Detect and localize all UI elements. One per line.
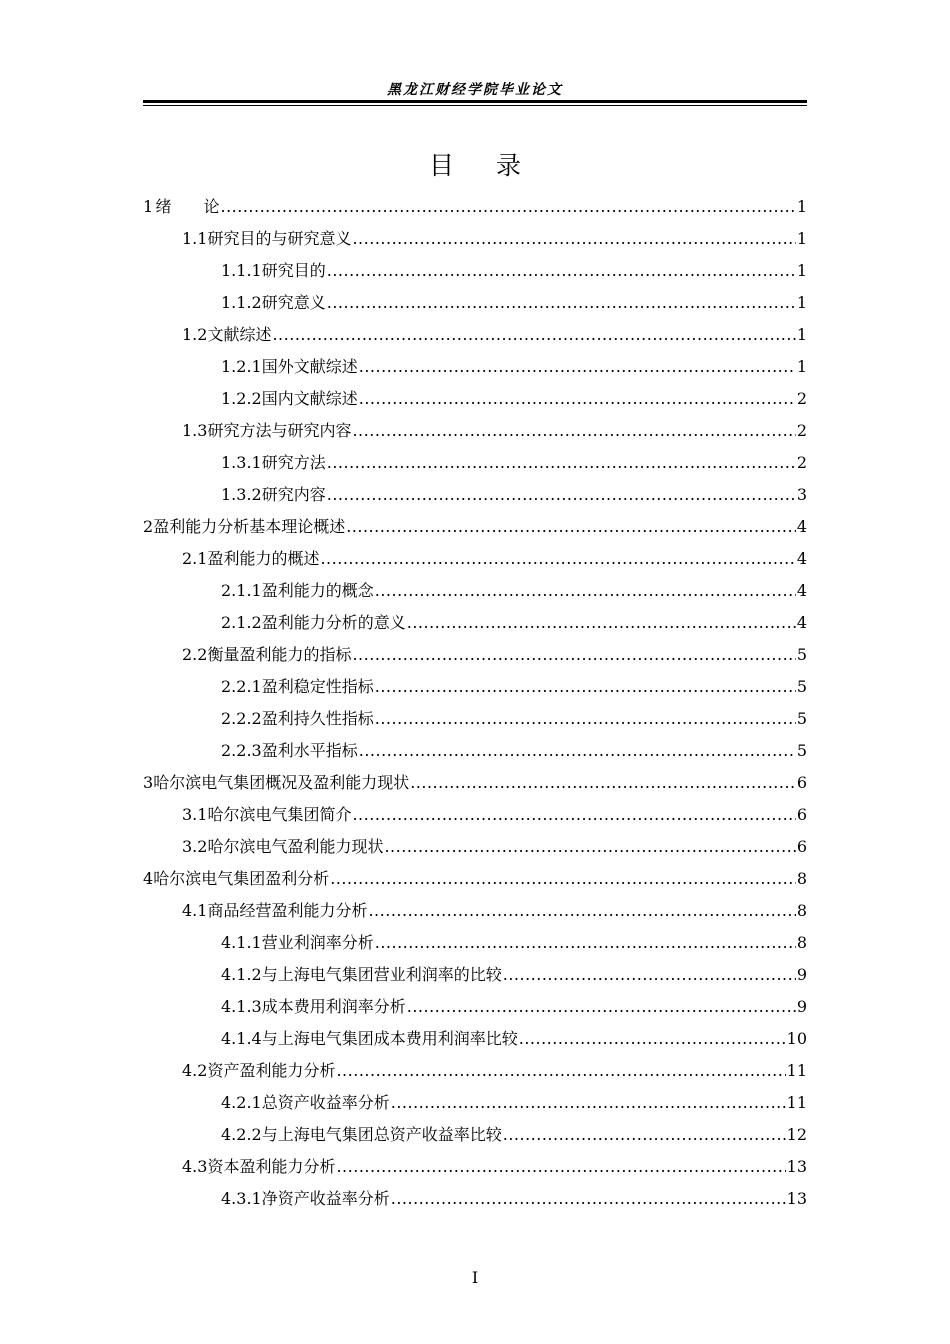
toc-entry[interactable] [143, 1183, 807, 1215]
toc-entry[interactable] [143, 863, 807, 895]
toc-entry-page: 1 [796, 229, 807, 248]
toc-entry-number: 2.2.3 [221, 741, 262, 760]
toc-leader-dots [407, 991, 796, 1023]
running-header: 黑龙江财经学院毕业论文 [387, 82, 563, 98]
toc-entry-title: 盈利能力的概述 [207, 549, 320, 568]
toc-leader-dots [327, 447, 796, 479]
toc-entry[interactable] [143, 1151, 807, 1183]
toc-entry[interactable] [143, 415, 807, 447]
toc-entry-number: 1.3 [182, 421, 208, 440]
toc-entry-number: 4 [143, 869, 154, 888]
toc-entry-page: 4 [796, 613, 807, 632]
toc-entry-title: 哈尔滨电气集团概况及盈利能力现状 [153, 773, 410, 792]
toc-entry-title: 盈利水平指标 [261, 741, 358, 760]
toc-entry-title: 研究目的与研究意义 [207, 229, 352, 248]
toc-entry-number: 4.1.4 [221, 1029, 262, 1048]
toc-entry-title: 国外文献综述 [261, 357, 358, 376]
toc-entry-number: 4.1.2 [221, 965, 262, 984]
toc-entry-page: 5 [796, 677, 807, 696]
toc-entry-page: 4 [796, 517, 807, 536]
toc-entry[interactable] [143, 1023, 807, 1055]
toc-entry-title: 哈尔滨电气集团简介 [207, 805, 352, 824]
toc-leader-dots [327, 287, 796, 319]
toc-entry[interactable] [143, 671, 807, 703]
toc-entry[interactable] [143, 1119, 807, 1151]
toc-leader-dots [352, 799, 795, 831]
toc-entry-number: 2.1.2 [221, 613, 262, 632]
toc-entry-title: 盈利能力的概念 [261, 581, 374, 600]
toc-leader-dots [359, 351, 796, 383]
toc-entry-number: 4.2 [182, 1061, 208, 1080]
toc-entry-title: 盈利稳定性指标 [261, 677, 374, 696]
toc-leader-dots [336, 1151, 785, 1183]
toc-entry-page: 1 [796, 325, 807, 344]
toc-entry-number: 4.2.1 [221, 1093, 262, 1112]
toc-entry[interactable] [143, 799, 807, 831]
toc-leader-dots [320, 543, 795, 575]
toc-entry-page: 3 [796, 485, 807, 504]
toc-entry-title: 成本费用利润率分析 [261, 997, 406, 1016]
toc-entry-number: 1.1.2 [221, 293, 262, 312]
toc-leader-dots [220, 191, 795, 223]
toc-entry[interactable] [143, 991, 807, 1023]
toc-leader-dots [272, 319, 795, 351]
toc-entry[interactable] [143, 1055, 807, 1087]
toc-entry-number: 4.3.1 [221, 1189, 262, 1208]
toc-entry-number: 4.3 [182, 1157, 208, 1176]
toc-entry-title: 衡量盈利能力的指标 [207, 645, 352, 664]
toc-entry-page: 4 [796, 549, 807, 568]
toc-leader-dots [336, 1055, 785, 1087]
toc-entry-page: 2 [796, 389, 807, 408]
toc-entry-number: 2.2.1 [221, 677, 262, 696]
toc-entry-title: 盈利能力分析的意义 [261, 613, 406, 632]
toc-entry-number: 4.1 [182, 901, 208, 920]
toc-entry[interactable] [143, 543, 807, 575]
toc-entry-title: 净资产收益率分析 [261, 1189, 390, 1208]
toc-entry-title: 研究意义 [261, 293, 326, 312]
toc-leader-dots [391, 1183, 786, 1215]
toc-entry-page: 6 [796, 805, 807, 824]
toc-entry-number: 1.2.1 [221, 357, 262, 376]
toc-leader-dots [503, 1119, 786, 1151]
toc-entry[interactable] [143, 479, 807, 511]
toc-entry-page: 8 [796, 933, 807, 952]
toc-entry[interactable] [143, 255, 807, 287]
toc-leader-dots [327, 255, 796, 287]
toc-entry-page: 8 [796, 901, 807, 920]
toc-leader-dots [352, 415, 795, 447]
toc-entry[interactable] [143, 927, 807, 959]
toc-entry-page: 6 [796, 837, 807, 856]
toc-entry-number: 1.3.1 [221, 453, 262, 472]
toc-entry-number: 2.1 [182, 549, 208, 568]
toc-entry-number: 3.2 [182, 837, 208, 856]
toc-entry-number: 4.1.3 [221, 997, 262, 1016]
toc-entry[interactable] [143, 959, 807, 991]
header-rule-thin [143, 105, 807, 106]
toc-leader-dots [352, 639, 795, 671]
toc-entry-title: 营业利润率分析 [261, 933, 374, 952]
toc-entry[interactable] [143, 703, 807, 735]
toc-entry-title: 国内文献综述 [261, 389, 358, 408]
toc-leader-dots [375, 703, 796, 735]
toc-entry-page: 5 [796, 645, 807, 664]
toc-entry-title: 总资产收益率分析 [261, 1093, 390, 1112]
toc-leader-dots [384, 831, 795, 863]
toc-entry[interactable] [143, 223, 807, 255]
toc-entry-title: 与上海电气集团总资产收益率比较 [261, 1125, 502, 1144]
toc-entry[interactable] [143, 511, 807, 543]
toc-entry[interactable] [143, 319, 807, 351]
toc-entry[interactable] [143, 383, 807, 415]
toc-leader-dots [375, 671, 796, 703]
toc-entry-page: 5 [796, 741, 807, 760]
toc-entry-page: 1 [796, 197, 807, 216]
toc-entry[interactable] [143, 767, 807, 799]
toc-entry-page: 12 [786, 1125, 807, 1144]
toc-entry-page: 13 [786, 1189, 807, 1208]
toc-entry-title: 研究方法 [261, 453, 326, 472]
toc-entry-number: 2.2.2 [221, 709, 262, 728]
toc-entry-title: 盈利能力分析基本理论概述 [153, 517, 346, 536]
toc-entry-page: 1 [796, 357, 807, 376]
toc-entry-page: 11 [786, 1061, 807, 1080]
toc-entry[interactable] [143, 447, 807, 479]
toc-entry-page: 5 [796, 709, 807, 728]
toc-entry-page: 9 [796, 997, 807, 1016]
toc-leader-dots [410, 767, 796, 799]
toc-entry-number: 4.1.1 [221, 933, 262, 952]
toc-entry-page: 1 [796, 293, 807, 312]
toc-entry-page: 4 [796, 581, 807, 600]
toc-leader-dots [368, 895, 795, 927]
toc-leader-dots [330, 863, 796, 895]
toc-entry-title: 盈利持久性指标 [261, 709, 374, 728]
toc-entry[interactable] [143, 607, 807, 639]
toc-entry-page: 6 [796, 773, 807, 792]
toc-entry-number: 1.1 [182, 229, 208, 248]
toc-leader-dots [503, 959, 796, 991]
toc-leader-dots [359, 735, 796, 767]
toc-entry-title: 绪 论 [155, 197, 220, 216]
toc-entry-number: 3 [143, 773, 154, 792]
header-rule-thick [143, 100, 807, 103]
toc-entry-number: 3.1 [182, 805, 208, 824]
toc-entry[interactable] [143, 287, 807, 319]
toc-entry[interactable] [143, 191, 807, 223]
toc-entry[interactable] [143, 735, 807, 767]
toc-entry-title: 研究内容 [261, 485, 326, 504]
toc-title: 目录 [428, 151, 563, 180]
toc-leader-dots [327, 479, 796, 511]
toc-entry-page: 8 [796, 869, 807, 888]
toc-entry[interactable] [143, 895, 807, 927]
toc-leader-dots [375, 575, 796, 607]
toc-leader-dots [519, 1023, 786, 1055]
toc-entry-title: 研究目的 [261, 261, 326, 280]
toc-entry-page: 9 [796, 965, 807, 984]
toc-leader-dots [346, 511, 796, 543]
toc-entry-title: 与上海电气集团成本费用利润率比较 [261, 1029, 518, 1048]
toc-entry-number: 1.2.2 [221, 389, 262, 408]
toc-entry[interactable] [143, 831, 807, 863]
toc-leader-dots [407, 607, 796, 639]
toc-leader-dots [391, 1087, 786, 1119]
page-number: I [471, 1268, 479, 1287]
toc-entry[interactable] [143, 639, 807, 671]
toc-entry-page: 2 [796, 453, 807, 472]
toc-entry-title: 哈尔滨电气盈利能力现状 [207, 837, 384, 856]
toc-entry-title: 哈尔滨电气集团盈利分析 [153, 869, 330, 888]
toc-entry-page: 2 [796, 421, 807, 440]
toc-entry[interactable] [143, 575, 807, 607]
toc-entry-page: 1 [796, 261, 807, 280]
toc-entry-number: 2.1.1 [221, 581, 262, 600]
toc-entry-number: 1.2 [182, 325, 208, 344]
toc-entry-page: 13 [786, 1157, 807, 1176]
toc-entry-number: 4.2.2 [221, 1125, 262, 1144]
toc-entry-number: 1 [143, 197, 154, 216]
toc-entry-number: 1.3.2 [221, 485, 262, 504]
toc-entry-page: 10 [786, 1029, 807, 1048]
toc-entry[interactable] [143, 351, 807, 383]
toc-leader-dots [352, 223, 795, 255]
toc-entry-title: 研究方法与研究内容 [207, 421, 352, 440]
table-of-contents [143, 191, 807, 1215]
toc-entry-number: 1.1.1 [221, 261, 262, 280]
toc-leader-dots [375, 927, 796, 959]
toc-entry-title: 资本盈利能力分析 [207, 1157, 336, 1176]
toc-entry[interactable] [143, 1087, 807, 1119]
toc-leader-dots [359, 383, 796, 415]
toc-entry-number: 2.2 [182, 645, 208, 664]
toc-entry-number: 2 [143, 517, 154, 536]
toc-entry-title: 商品经营盈利能力分析 [207, 901, 368, 920]
toc-entry-title: 与上海电气集团营业利润率的比较 [261, 965, 502, 984]
toc-entry-title: 文献综述 [207, 325, 272, 344]
toc-entry-title: 资产盈利能力分析 [207, 1061, 336, 1080]
toc-entry-page: 11 [786, 1093, 807, 1112]
